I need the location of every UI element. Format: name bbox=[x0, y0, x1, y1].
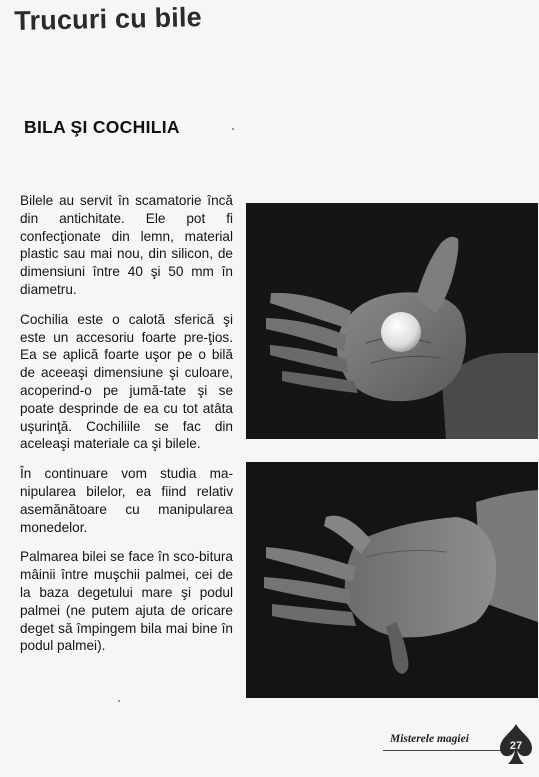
back-of-hand-photo bbox=[246, 462, 538, 698]
scan-speck bbox=[232, 128, 234, 130]
palm-with-ball-photo bbox=[246, 203, 538, 439]
scan-speck bbox=[118, 700, 120, 702]
footer-brand: Misterele magiei bbox=[390, 733, 469, 745]
palm-with-ball-illustration bbox=[246, 203, 538, 439]
scan-speck bbox=[270, 578, 272, 580]
back-of-hand-illustration bbox=[246, 462, 538, 698]
page-number: 27 bbox=[509, 740, 523, 752]
article-body bbox=[20, 192, 233, 667]
paragraph-3: În continuare vom studia ma-nipularea bilelor, ea fiind relativ asemănătoare cu manipularea monedelor. bbox=[20, 466, 233, 535]
paragraph-1: Bilele au servit în scamatorie încă din antichitate. Ele pot fi confecţionate din lemn, material plastic sau mai nou, din silicon, de dimensiuni între 40 şi 50 mm în diametru. bbox=[20, 193, 233, 297]
section-title: BILA ŞI COCHILIA bbox=[24, 117, 180, 137]
ball bbox=[381, 312, 421, 352]
paragraph-4: Palmarea bilei se face în sco-bitura mâinii între muşchii palmei, cei de la baza degetului mare şi podul palmei (ne putem ajuta de oricare deget să împingem bila mai bine în podul palmei). bbox=[20, 549, 233, 654]
paragraph-2: Cochilia este o calotă sferică şi este un accesoriu foarte pre-ţios. Ea se aplică foarte uşor pe o bilă de aceeaşi dimensiune şi culoare, acoperind-o pe jumă-tate şi se poate desprinde de ea cu tot atâta uşurinţă. Cochiliile se fac din aceleaşi materiale ca şi bilele. bbox=[20, 311, 233, 452]
running-header-title: Trucuri cu bile bbox=[14, 2, 203, 36]
footer-divider bbox=[383, 750, 503, 751]
